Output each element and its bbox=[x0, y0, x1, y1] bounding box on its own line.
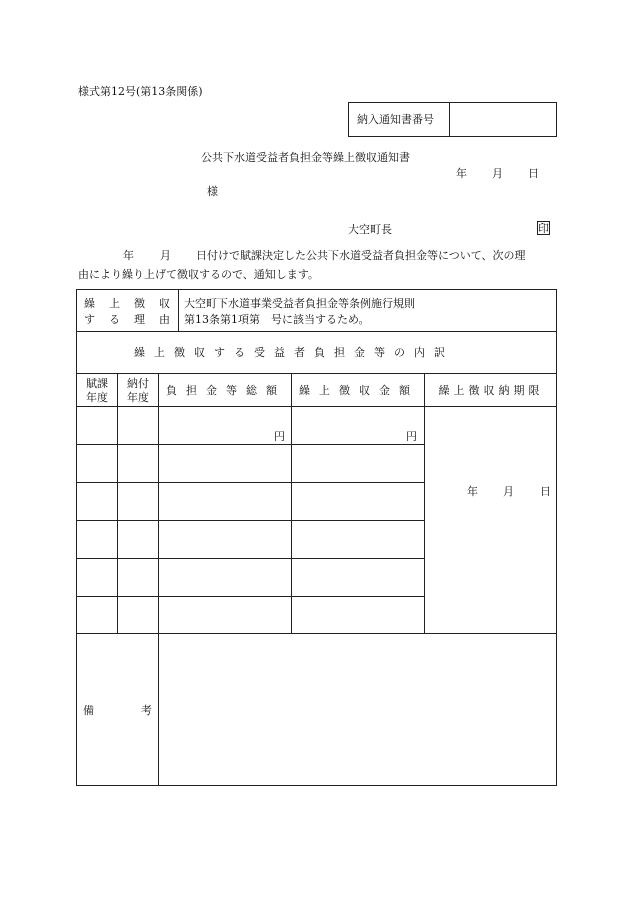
addressee-honorific: 様 bbox=[207, 185, 218, 198]
notice-number-label: 納入通知書番号 bbox=[357, 113, 434, 126]
issuer-name: 大空町長 bbox=[348, 223, 392, 236]
document-title: 公共下水道受益者負担金等繰上徴収通知書 bbox=[201, 151, 410, 164]
reason-text-1: 大空町下水道事業受益者負担金等条例施行規則 bbox=[184, 297, 415, 310]
remarks-label-1: 備 bbox=[83, 704, 94, 717]
breakdown-title: 繰上徴収する受益者負担金等の内訳 bbox=[134, 346, 454, 359]
col-amount: 繰上徴収金額 bbox=[299, 384, 419, 397]
body-line2: 由により繰り上げて徴収するので、通知します。 bbox=[78, 268, 319, 281]
col-payment-year: 納付 年度 bbox=[127, 377, 149, 404]
yen-unit-total: 円 bbox=[274, 430, 285, 443]
col-fiscal-year: 賦課 年度 bbox=[86, 377, 108, 404]
deadline-month: 月 bbox=[503, 485, 514, 498]
date-year: 年 bbox=[456, 167, 467, 180]
remarks-label-2: 考 bbox=[141, 704, 152, 717]
date-day: 日 bbox=[528, 167, 539, 180]
yen-unit-amount: 円 bbox=[406, 430, 417, 443]
reason-label-2: す る 理 由 bbox=[84, 313, 170, 326]
body-year: 年 bbox=[123, 249, 134, 262]
date-month: 月 bbox=[492, 167, 503, 180]
deadline-day: 日 bbox=[540, 485, 551, 498]
col-deadline: 繰上徴収納期限 bbox=[438, 384, 544, 397]
body-line1: 日付けで賦課決定した公共下水道受益者負担金等について、次の理 bbox=[196, 249, 526, 262]
form-number: 様式第12号(第13条関係) bbox=[78, 85, 203, 98]
seal-char: 印 bbox=[538, 222, 549, 235]
body-month: 月 bbox=[160, 249, 171, 262]
reason-label-1: 繰 上 徴 収 bbox=[84, 297, 170, 310]
reason-text-2: 第13条第1項第 号に該当するため。 bbox=[184, 313, 370, 326]
deadline-year: 年 bbox=[467, 485, 478, 498]
col-total: 負担金等総額 bbox=[166, 384, 286, 397]
